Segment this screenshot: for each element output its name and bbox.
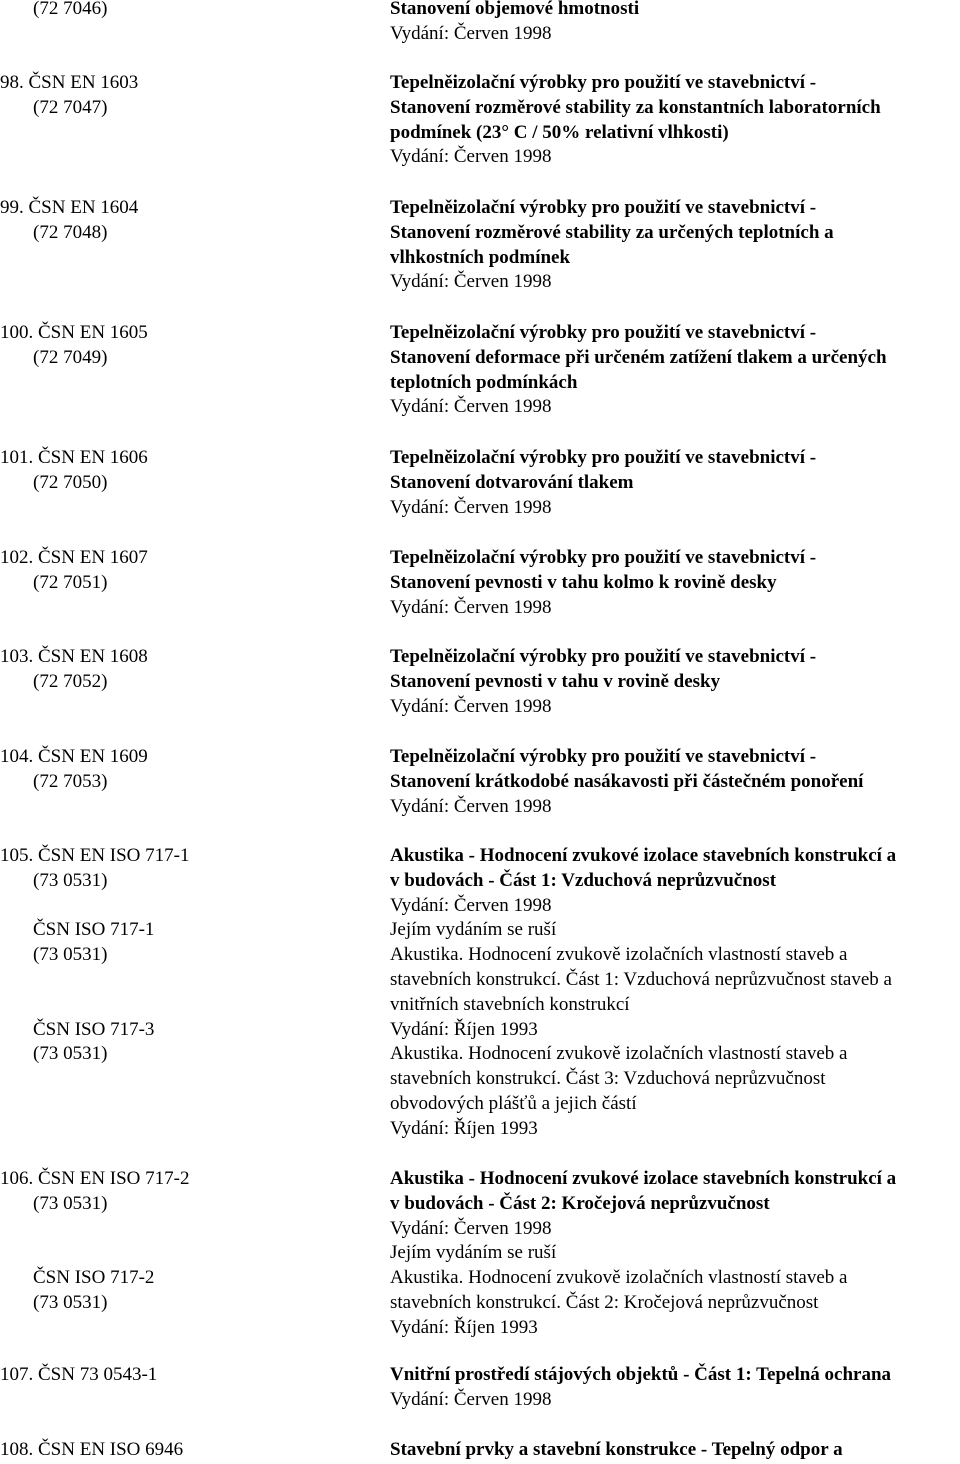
class-code: (72 7048) [33, 221, 108, 243]
entry-line [0, 794, 960, 819]
standard-note: stavebních konstrukcí. Část 3: Vzduchová neprůzvučnost [390, 1068, 826, 1090]
standard-title: Stanovení dotvarování tlakem [390, 471, 634, 493]
class-code: (72 7050) [33, 471, 108, 493]
standard-note: Vydání: Červen 1998 [390, 146, 552, 168]
standard-code: ČSN ISO 717-3 [33, 1018, 155, 1040]
entry-line [0, 21, 960, 46]
standard-note: Vydání: Říjen 1993 [390, 1316, 538, 1338]
class-code: (72 7049) [33, 346, 108, 368]
class-code: (72 7052) [33, 670, 108, 692]
entry-line [0, 245, 960, 270]
entry-line [0, 545, 960, 570]
entry-line [0, 1290, 960, 1315]
standard-title: Stavební prvky a stavební konstrukce - Tepelný odpor a [390, 1439, 843, 1460]
class-code: (73 0531) [33, 1192, 108, 1214]
standard-note: Akustika. Hodnocení zvukově izolačních vlastností staveb a [390, 1267, 848, 1289]
standard-note: Vydání: Říjen 1993 [390, 1117, 538, 1139]
standard-note: Vydání: Červen 1998 [390, 22, 552, 44]
standard-title: Tepelněizolační výrobky pro použití ve stavebnictví - [390, 322, 817, 343]
standard-note: Vydání: Červen 1998 [390, 894, 552, 916]
standard-title: podmínek (23° C / 50% relativní vlhkosti) [390, 121, 729, 143]
entry-line [0, 1191, 960, 1216]
standard-code: 106. ČSN EN ISO 717-2 [0, 1168, 190, 1189]
entry-line [0, 1091, 960, 1116]
standard-code: 104. ČSN EN 1609 [0, 746, 148, 767]
entry-line [0, 744, 960, 769]
entry-line [0, 1265, 960, 1290]
standard-note: stavebních konstrukcí. Část 1: Vzduchová neprůzvučnost staveb a [390, 969, 892, 990]
standard-title: Stanovení pevnosti v tahu v rovině desky [390, 670, 721, 692]
standard-note: Vydání: Červen 1998 [390, 695, 552, 717]
standard-title: Stanovení rozměrové stability za konstantních laboratorních [390, 96, 881, 118]
standard-code: 102. ČSN EN 1607 [0, 547, 148, 568]
entry-line [0, 967, 960, 992]
standard-title: Stanovení deformace při určeném zatížení tlakem a určených [390, 346, 887, 368]
standard-title: Stanovení pevnosti v tahu kolmo k rovině desky [390, 571, 777, 593]
standard-title: teplotních podmínkách [390, 371, 578, 393]
standard-code: 101. ČSN EN 1606 [0, 447, 148, 468]
standard-note: obvodových plášťů a jejich částí [390, 1093, 637, 1114]
standard-code: 103. ČSN EN 1608 [0, 646, 148, 667]
entry-line [0, 445, 960, 470]
standard-code: 98. ČSN EN 1603 [0, 72, 139, 93]
standard-code: 108. ČSN EN ISO 6946 [0, 1439, 184, 1460]
entry-line [0, 144, 960, 169]
class-code: (72 7053) [33, 770, 108, 792]
entry-line [0, 1387, 960, 1412]
class-code: (72 7047) [33, 96, 108, 118]
entry-line [0, 644, 960, 669]
standard-note: Jejím vydáním se ruší [390, 1242, 557, 1264]
standard-title: Tepelněizolační výrobky pro použití ve stavebnictví - [390, 197, 817, 218]
entry-line [0, 992, 960, 1017]
entry-line [0, 868, 960, 893]
entry-line [0, 570, 960, 595]
standard-note: Vydání: Červen 1998 [390, 396, 552, 418]
standard-note: Akustika. Hodnocení zvukově izolačních vlastností staveb a [390, 1043, 848, 1065]
standard-note: vnitřních stavebních konstrukcí [390, 993, 630, 1015]
standard-code: ČSN ISO 717-1 [33, 919, 155, 941]
standard-note: Vydání: Červen 1998 [390, 596, 552, 618]
entry-line [0, 917, 960, 942]
entry-line [0, 495, 960, 520]
entry-line [0, 470, 960, 495]
standard-title: Stanovení krátkodobé nasákavosti při částečném ponoření [390, 770, 864, 792]
entry-line [0, 1041, 960, 1066]
entry-line [0, 320, 960, 345]
standard-code: 105. ČSN EN ISO 717-1 [0, 845, 190, 866]
standard-title: v budovách - Část 1: Vzduchová neprůzvučnost [390, 869, 777, 891]
standard-note: Jejím vydáním se ruší [390, 919, 557, 941]
standard-note: Vydání: Červen 1998 [390, 271, 552, 293]
standard-title: Tepelněizolační výrobky pro použití ve stavebnictví - [390, 646, 817, 667]
standard-note: stavebních konstrukcí. Část 2: Kročejová neprůzvučnost [390, 1292, 819, 1313]
standard-title: Tepelněizolační výrobky pro použití ve stavebnictví - [390, 547, 817, 568]
standard-title: Vnitřní prostředí stájových objektů - Část 1: Tepelná ochrana [390, 1364, 892, 1385]
entry-line [0, 694, 960, 719]
standard-code: 100. ČSN EN 1605 [0, 322, 148, 343]
entry-line [0, 70, 960, 95]
class-code: (73 0531) [33, 944, 108, 966]
standard-title: vlhkostních podmínek [390, 246, 571, 268]
standard-note: Vydání: Červen 1998 [390, 1217, 552, 1239]
entry-line [0, 370, 960, 395]
standard-code: ČSN ISO 717-2 [33, 1267, 155, 1289]
standard-note: Akustika. Hodnocení zvukově izolačních vlastností staveb a [390, 944, 848, 966]
entry-line [0, 1315, 960, 1340]
entry-line [0, 1362, 960, 1387]
entry-line [0, 595, 960, 620]
entry-line [0, 1240, 960, 1265]
class-code: (72 7046) [33, 0, 108, 19]
entry-line [0, 1166, 960, 1191]
entry-line [0, 345, 960, 370]
class-code: (72 7051) [33, 571, 108, 593]
standard-title: Akustika - Hodnocení zvukové izolace stavebních konstrukcí a [390, 845, 897, 866]
entry-line [0, 942, 960, 967]
standard-note: Vydání: Červen 1998 [390, 1388, 552, 1410]
entry-line [0, 1116, 960, 1141]
entry-line [0, 195, 960, 220]
standard-title: Akustika - Hodnocení zvukové izolace stavebních konstrukcí a [390, 1168, 897, 1189]
entry-line [0, 893, 960, 918]
entry-line [0, 120, 960, 145]
standard-title: Tepelněizolační výrobky pro použití ve stavebnictví - [390, 447, 817, 468]
standard-code: 107. ČSN 73 0543-1 [0, 1364, 158, 1385]
entry-line [0, 0, 960, 21]
entry-line [0, 843, 960, 868]
entry-line [0, 394, 960, 419]
standard-note: Vydání: Červen 1998 [390, 795, 552, 817]
entry-line [0, 269, 960, 294]
entry-line [0, 1017, 960, 1042]
entry-line [0, 220, 960, 245]
standard-title: Stanovení objemové hmotnosti [390, 0, 640, 19]
class-code: (73 0531) [33, 1292, 108, 1313]
entry-line [0, 1066, 960, 1091]
standard-title: Tepelněizolační výrobky pro použití ve stavebnictví - [390, 72, 817, 93]
class-code: (73 0531) [33, 869, 108, 891]
standard-code: 99. ČSN EN 1604 [0, 197, 139, 218]
standard-title: v budovách - Část 2: Kročejová neprůzvučnost [390, 1192, 770, 1214]
entry-line [0, 1216, 960, 1241]
class-code: (73 0531) [33, 1043, 108, 1065]
entry-line [0, 669, 960, 694]
entry-line [0, 95, 960, 120]
standard-note: Vydání: Říjen 1993 [390, 1018, 538, 1040]
standard-note: Vydání: Červen 1998 [390, 496, 552, 518]
entry-line [0, 1437, 960, 1462]
entry-line [0, 769, 960, 794]
standard-title: Stanovení rozměrové stability za určených teplotních a [390, 221, 834, 243]
standard-title: Tepelněizolační výrobky pro použití ve stavebnictví - [390, 746, 817, 767]
